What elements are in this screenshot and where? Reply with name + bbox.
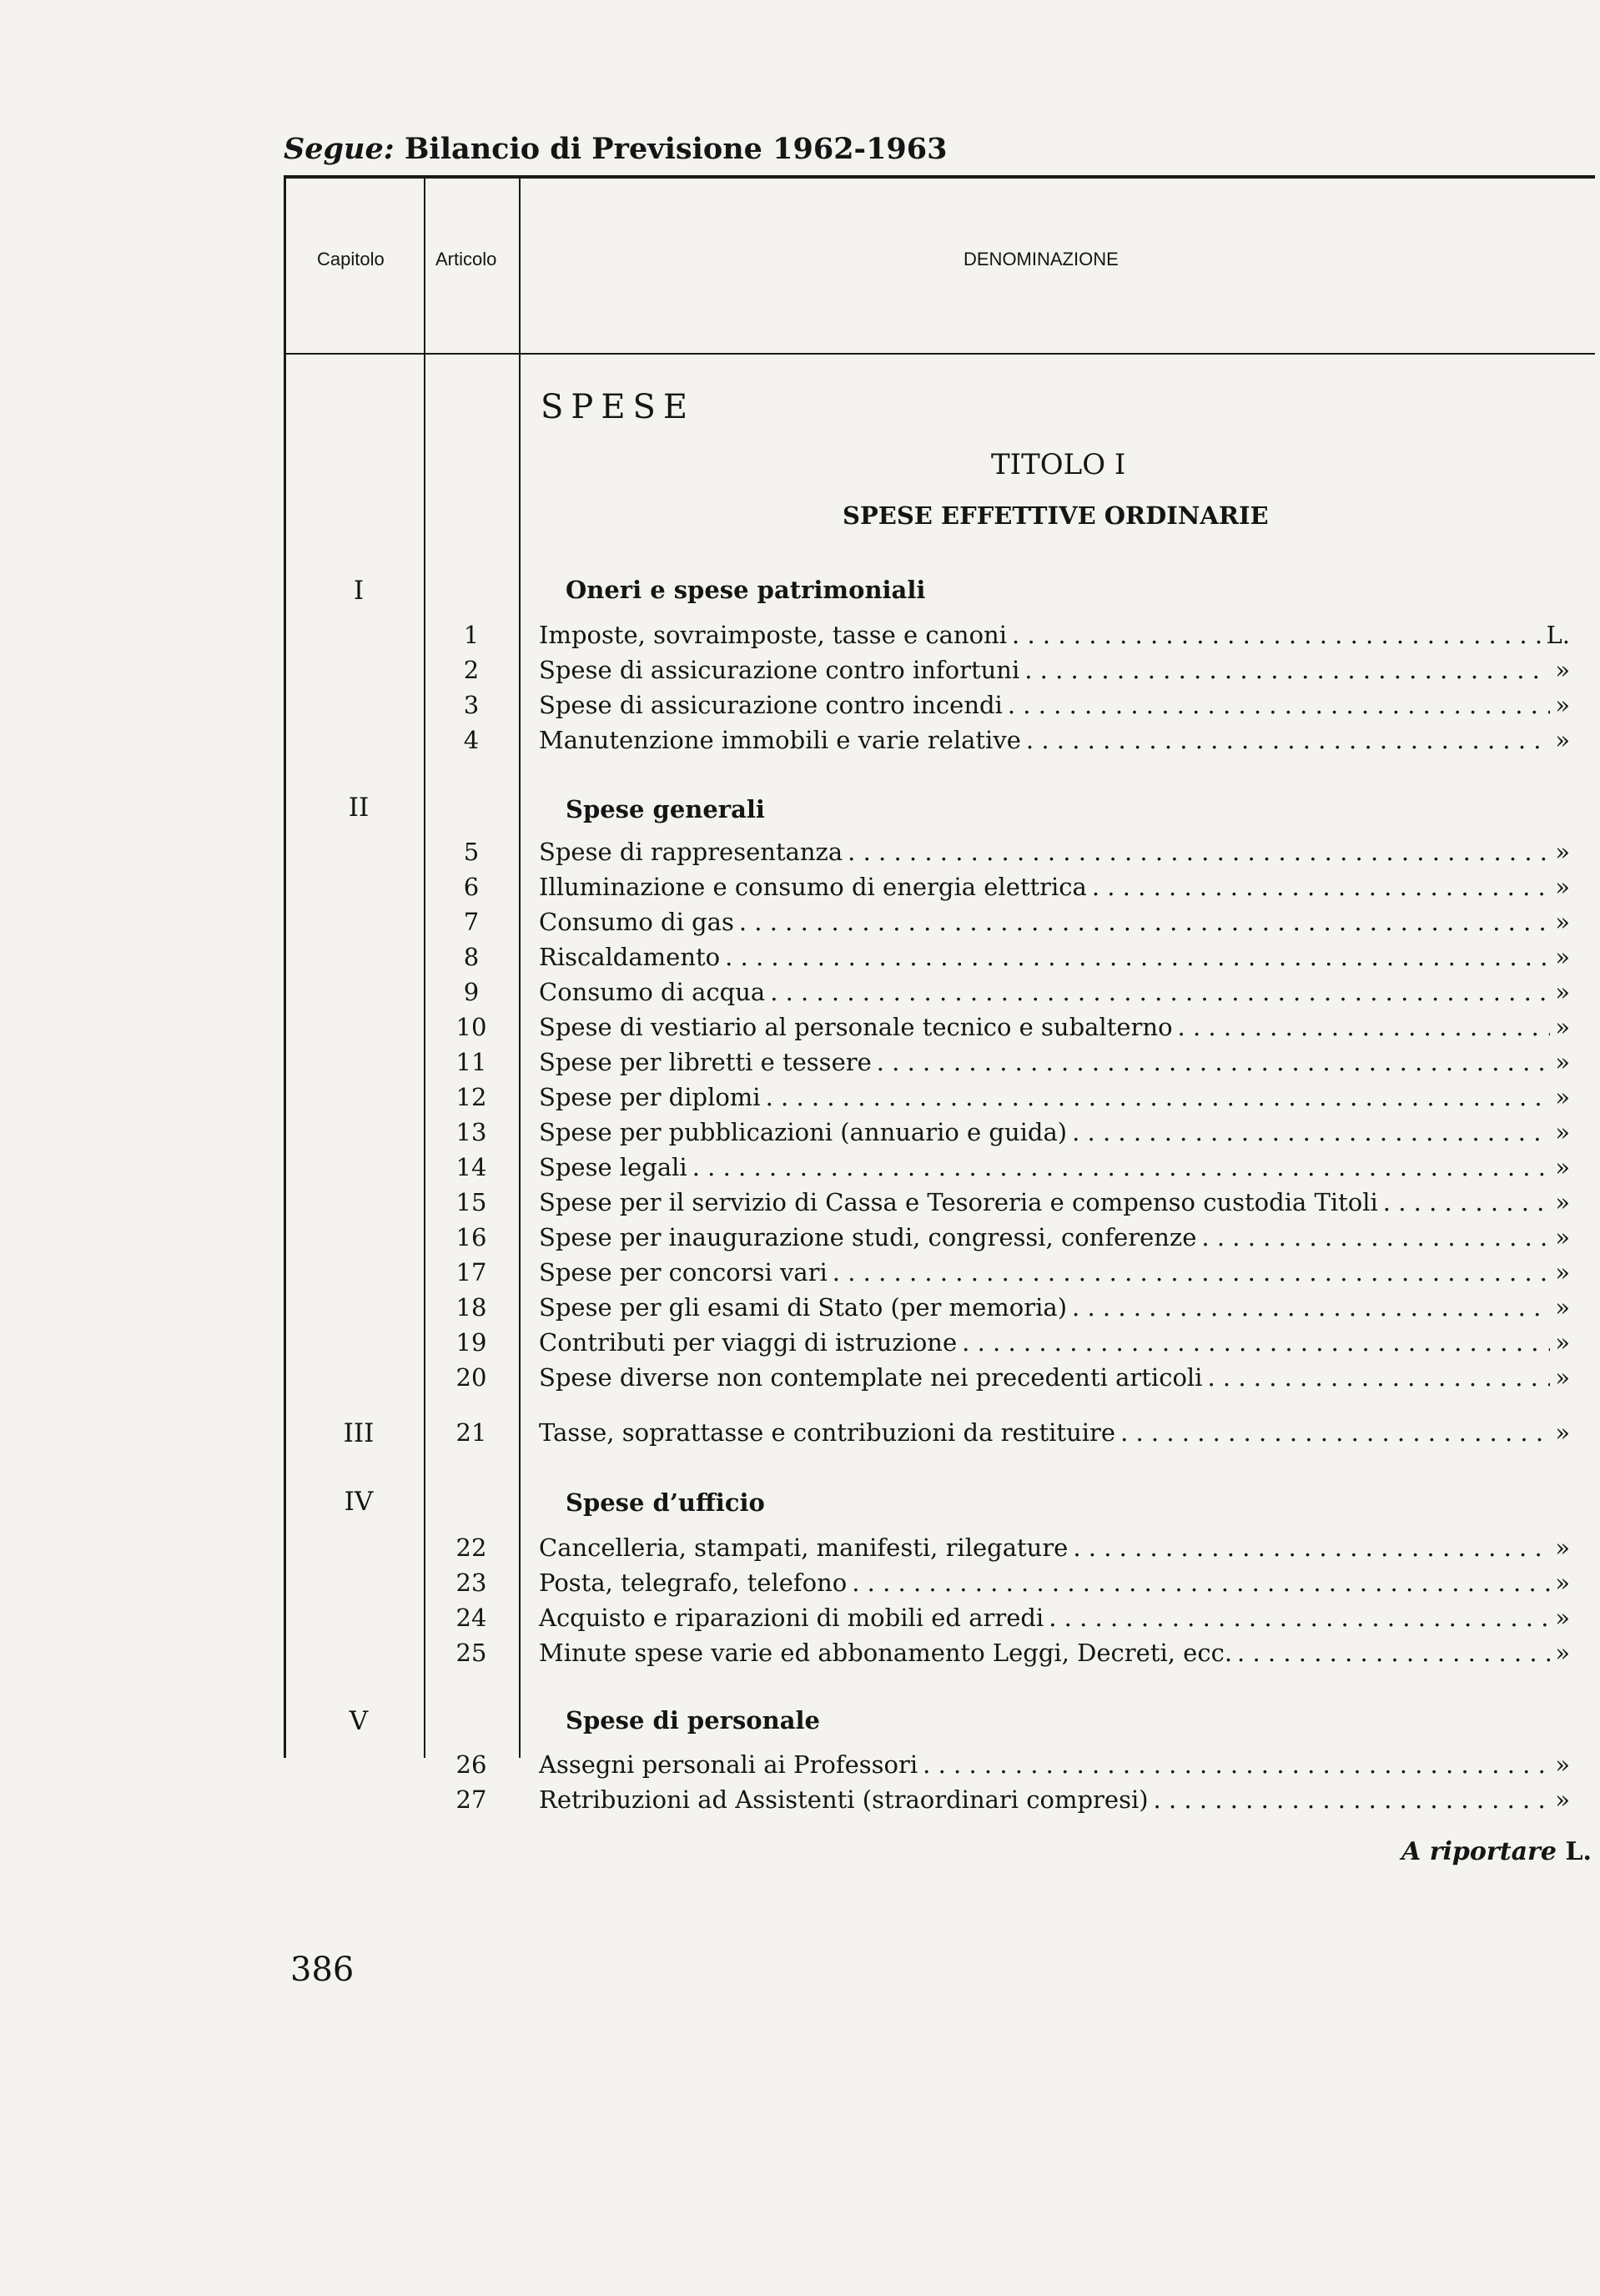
article-text: Contributi per viaggi di istruzione bbox=[539, 1328, 958, 1357]
article-text: Tasse, soprattasse e contribuzioni da restituire bbox=[539, 1418, 1116, 1447]
leader-dots bbox=[852, 1568, 1550, 1597]
leader-dots bbox=[1178, 1013, 1551, 1041]
leader-dots bbox=[1120, 1418, 1550, 1447]
article-number: 10 bbox=[455, 1013, 487, 1041]
chapter-number: III bbox=[343, 1418, 375, 1448]
article-number: 19 bbox=[455, 1328, 487, 1357]
article-row bbox=[539, 1785, 1570, 1814]
article-amount: » bbox=[1555, 1118, 1570, 1146]
article-row bbox=[539, 873, 1570, 901]
article-number: 16 bbox=[455, 1223, 487, 1251]
article-amount: » bbox=[1555, 908, 1570, 936]
leader-dots bbox=[1201, 1223, 1550, 1251]
running-head-title: Bilancio di Previsione 1962-1963 bbox=[404, 132, 948, 166]
article-amount: » bbox=[1555, 1258, 1570, 1286]
column-header-denominazione: DENOMINAZIONE bbox=[964, 249, 1119, 269]
article-number: 9 bbox=[463, 978, 480, 1006]
article-number: 27 bbox=[455, 1785, 487, 1814]
article-row bbox=[539, 1750, 1570, 1779]
article-text: Posta, telegrafo, telefono bbox=[539, 1568, 848, 1597]
chapter-number: V bbox=[349, 1706, 369, 1736]
article-text: Spese per pubblicazioni (annuario e guida) bbox=[539, 1118, 1068, 1146]
article-amount: » bbox=[1555, 1363, 1570, 1392]
article-text: Riscaldamento bbox=[539, 943, 721, 971]
article-amount: L. bbox=[1546, 621, 1570, 649]
article-amount: » bbox=[1555, 726, 1570, 754]
leader-dots bbox=[766, 1083, 1551, 1111]
chapter-number: I bbox=[353, 576, 365, 606]
article-row bbox=[539, 1258, 1570, 1286]
article-row bbox=[539, 726, 1570, 754]
chapter-label: Oneri e spese patrimoniali bbox=[566, 576, 926, 604]
article-amount: » bbox=[1555, 1639, 1570, 1667]
leader-dots bbox=[1154, 1785, 1551, 1814]
article-text: Spese per diplomi bbox=[539, 1083, 761, 1111]
carry-forward bbox=[1401, 1837, 1592, 1866]
article-text: Cancelleria, stampati, manifesti, rilegature bbox=[539, 1533, 1069, 1562]
article-text: Spese per libretti e tessere bbox=[539, 1048, 872, 1076]
article-amount: » bbox=[1555, 1418, 1570, 1447]
article-text: Acquisto e riparazioni di mobili ed arredi bbox=[539, 1604, 1044, 1632]
article-number: 1 bbox=[463, 621, 480, 649]
chapter-label: Spese generali bbox=[566, 795, 765, 823]
leader-dots bbox=[877, 1048, 1551, 1076]
article-amount: » bbox=[1555, 943, 1570, 971]
leader-dots bbox=[1237, 1639, 1550, 1667]
article-number: 25 bbox=[455, 1639, 487, 1667]
leader-dots bbox=[833, 1258, 1550, 1286]
article-text: Retribuzioni ad Assistenti (straordinari compresi) bbox=[539, 1785, 1149, 1814]
article-text: Spese per il servizio di Cassa e Tesoreria e compenso custodia Titoli bbox=[539, 1188, 1378, 1216]
article-text: Imposte, sovraimposte, tasse e canoni bbox=[539, 621, 1008, 649]
article-amount: » bbox=[1555, 1785, 1570, 1814]
chapter-number: II bbox=[348, 793, 370, 823]
article-row bbox=[539, 1328, 1570, 1357]
article-number: 2 bbox=[463, 656, 480, 684]
leader-dots bbox=[1012, 621, 1542, 649]
running-head bbox=[284, 132, 948, 166]
article-number: 18 bbox=[455, 1293, 487, 1322]
leader-dots bbox=[1073, 1533, 1550, 1562]
article-row bbox=[539, 1083, 1570, 1111]
article-row bbox=[539, 1013, 1570, 1041]
leader-dots bbox=[1026, 726, 1550, 754]
article-number: 12 bbox=[455, 1083, 487, 1111]
table-header-rule bbox=[284, 353, 1595, 355]
article-row bbox=[539, 656, 1570, 684]
article-text: Manutenzione immobili e varie relative bbox=[539, 726, 1021, 754]
leader-dots bbox=[1207, 1363, 1550, 1392]
article-number: 5 bbox=[463, 838, 480, 866]
leader-dots bbox=[848, 838, 1550, 866]
article-amount: » bbox=[1555, 1750, 1570, 1779]
article-amount: » bbox=[1555, 838, 1570, 866]
articolo-divider bbox=[519, 177, 521, 1758]
article-number: 3 bbox=[463, 691, 480, 719]
article-number: 24 bbox=[455, 1604, 487, 1632]
article-row bbox=[539, 1533, 1570, 1562]
article-row bbox=[539, 1418, 1570, 1447]
article-number: 21 bbox=[455, 1418, 487, 1447]
article-row bbox=[539, 943, 1570, 971]
article-text: Spese di rappresentanza bbox=[539, 838, 843, 866]
article-number: 17 bbox=[455, 1258, 487, 1286]
article-number: 4 bbox=[463, 726, 480, 754]
article-amount: » bbox=[1555, 873, 1570, 901]
article-text: Spese per gli esami di Stato (per memoria) bbox=[539, 1293, 1068, 1322]
article-text: Spese per inaugurazione studi, congressi, conferenze bbox=[539, 1223, 1197, 1251]
article-number: 8 bbox=[463, 943, 480, 971]
article-number: 7 bbox=[463, 908, 480, 936]
article-amount: » bbox=[1555, 1153, 1570, 1181]
article-text: Minute spese varie ed abbonamento Leggi, Decreti, ecc. bbox=[539, 1639, 1233, 1667]
article-amount: » bbox=[1555, 1083, 1570, 1111]
article-row bbox=[539, 1568, 1570, 1597]
column-header-capitolo: Capitolo bbox=[317, 249, 385, 269]
article-row bbox=[539, 908, 1570, 936]
article-amount: » bbox=[1555, 1048, 1570, 1076]
article-amount: » bbox=[1555, 1188, 1570, 1216]
article-row bbox=[539, 1223, 1570, 1251]
leader-dots bbox=[923, 1750, 1550, 1779]
carry-forward-currency: L. bbox=[1565, 1837, 1592, 1866]
article-number: 26 bbox=[455, 1750, 487, 1779]
leader-dots bbox=[1092, 873, 1550, 901]
column-header-articolo: Articolo bbox=[435, 249, 497, 269]
article-row bbox=[539, 1118, 1570, 1146]
article-text: Consumo di gas bbox=[539, 908, 734, 936]
article-amount: » bbox=[1555, 1604, 1570, 1632]
article-number: 22 bbox=[455, 1533, 487, 1562]
article-row bbox=[539, 1293, 1570, 1322]
article-amount: » bbox=[1555, 1568, 1570, 1597]
titolo-heading: TITOLO I bbox=[991, 448, 1126, 481]
article-text: Consumo di acqua bbox=[539, 978, 766, 1006]
leader-dots bbox=[1383, 1188, 1550, 1216]
article-row bbox=[539, 1639, 1570, 1667]
article-text: Illuminazione e consumo di energia elettrica bbox=[539, 873, 1087, 901]
article-amount: » bbox=[1555, 1223, 1570, 1251]
leader-dots bbox=[962, 1328, 1550, 1357]
article-amount: » bbox=[1555, 691, 1570, 719]
chapter-number: IV bbox=[344, 1487, 374, 1517]
article-text: Spese di assicurazione contro incendi bbox=[539, 691, 1003, 719]
article-number: 20 bbox=[455, 1363, 487, 1392]
article-text: Spese legali bbox=[539, 1153, 687, 1181]
table-top-rule bbox=[284, 175, 1595, 179]
article-amount: » bbox=[1555, 1293, 1570, 1322]
carry-forward-label: A riportare bbox=[1401, 1837, 1557, 1866]
leader-dots bbox=[725, 943, 1550, 971]
leader-dots bbox=[1008, 691, 1550, 719]
subtitle-heading: SPESE EFFETTIVE ORDINARIE bbox=[843, 501, 1269, 530]
article-number: 13 bbox=[455, 1118, 487, 1146]
chapter-label: Spese d’ufficio bbox=[566, 1488, 765, 1517]
article-text: Spese di assicurazione contro infortuni bbox=[539, 656, 1020, 684]
table-left-border bbox=[284, 177, 286, 1758]
leader-dots bbox=[1072, 1118, 1550, 1146]
article-number: 14 bbox=[455, 1153, 487, 1181]
chapter-label: Spese di personale bbox=[566, 1706, 820, 1735]
article-amount: » bbox=[1555, 1013, 1570, 1041]
article-text: Spese per concorsi vari bbox=[539, 1258, 828, 1286]
article-row bbox=[539, 978, 1570, 1006]
article-row bbox=[539, 838, 1570, 866]
article-text: Assegni personali ai Professori bbox=[539, 1750, 918, 1779]
article-row bbox=[539, 621, 1570, 649]
article-text: Spese diverse non contemplate nei precedenti articoli bbox=[539, 1363, 1203, 1392]
article-number: 15 bbox=[455, 1188, 487, 1216]
article-number: 11 bbox=[455, 1048, 487, 1076]
leader-dots bbox=[739, 908, 1550, 936]
article-row bbox=[539, 1153, 1570, 1181]
article-amount: » bbox=[1555, 978, 1570, 1006]
article-amount: » bbox=[1555, 1533, 1570, 1562]
article-amount: » bbox=[1555, 656, 1570, 684]
running-head-lead: Segue: bbox=[284, 132, 395, 166]
leader-dots bbox=[1049, 1604, 1550, 1632]
article-row bbox=[539, 1604, 1570, 1632]
page-number: 386 bbox=[290, 1951, 355, 1989]
leader-dots bbox=[692, 1153, 1551, 1181]
article-row bbox=[539, 1048, 1570, 1076]
leader-dots bbox=[1072, 1293, 1550, 1322]
article-text: Spese di vestiario al personale tecnico e subalterno bbox=[539, 1013, 1173, 1041]
article-number: 23 bbox=[455, 1568, 487, 1597]
leader-dots bbox=[1024, 656, 1550, 684]
article-row bbox=[539, 1363, 1570, 1392]
article-row bbox=[539, 691, 1570, 719]
article-number: 6 bbox=[463, 873, 480, 901]
article-row bbox=[539, 1188, 1570, 1216]
article-amount: » bbox=[1555, 1328, 1570, 1357]
section-heading: SPESE bbox=[541, 388, 696, 426]
leader-dots bbox=[770, 978, 1550, 1006]
